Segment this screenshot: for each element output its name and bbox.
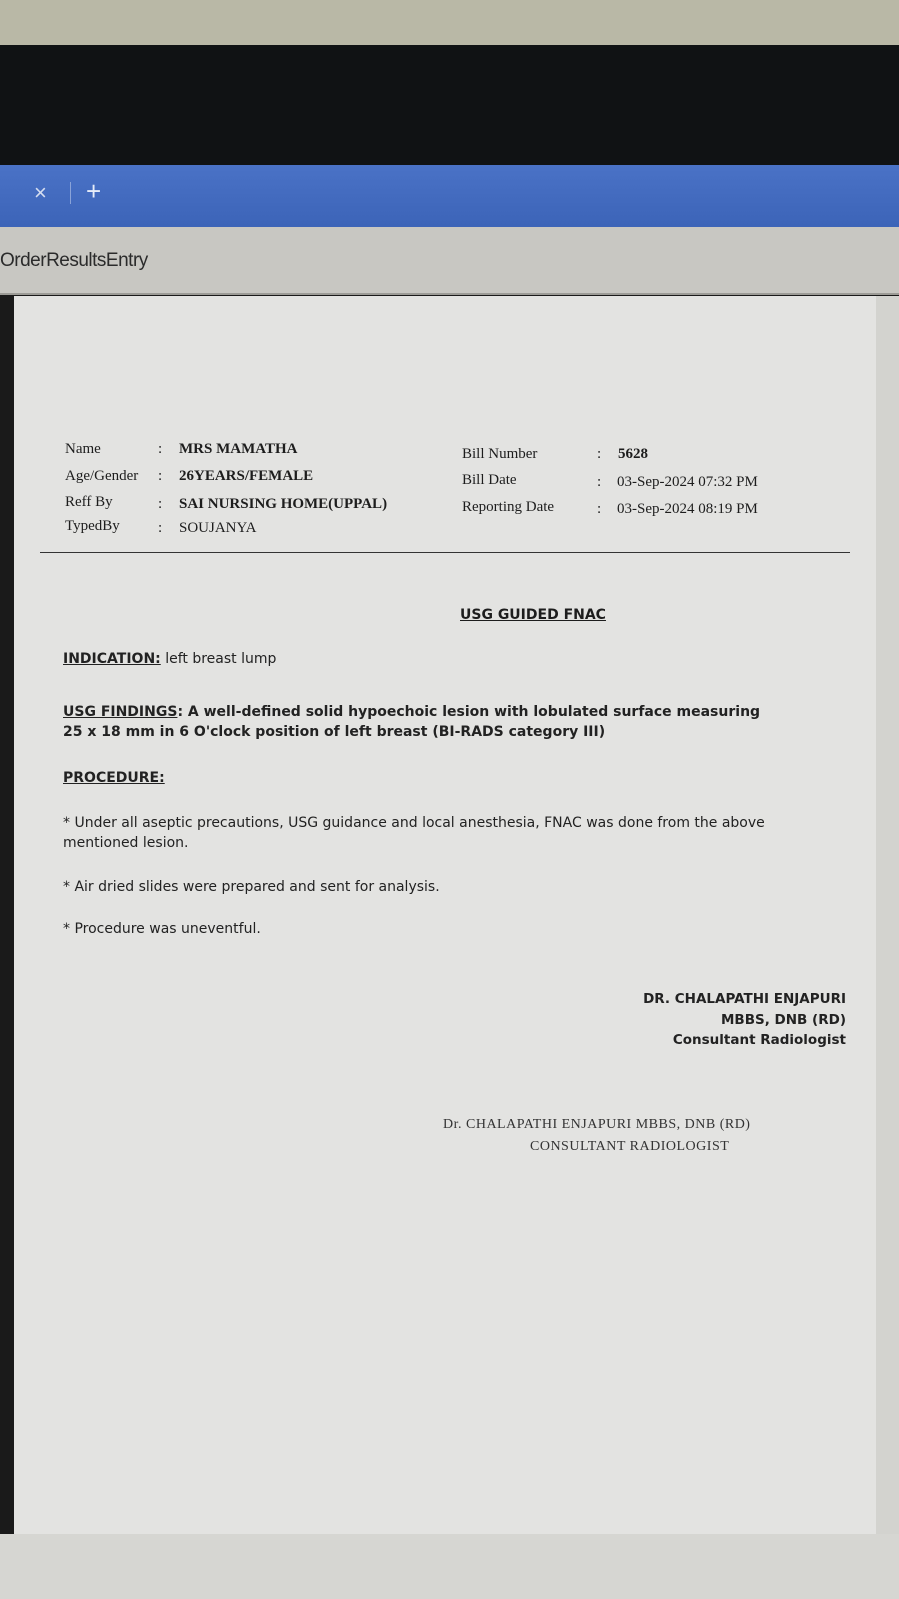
patient-name: MRS MAMATHA (179, 441, 298, 457)
doctor-role: Consultant Radiologist (672, 1032, 846, 1048)
bill-number-separator: : (597, 446, 602, 462)
procedure-step-1-cont: mentioned lesion. (63, 835, 189, 851)
new-tab-icon[interactable]: + (86, 176, 102, 206)
procedure-step-2: * Air dried slides were prepared and sent for analysis. (63, 879, 440, 895)
name-label: Name (65, 441, 101, 457)
page-bottom (0, 1534, 899, 1599)
reporting-date-value: 03-Sep-2024 08:19 PM (617, 501, 758, 517)
age-gender-label: Age/Gender (65, 468, 139, 484)
procedure-step-3: * Procedure was uneventful. (63, 921, 261, 937)
indication-label: INDICATION: (63, 651, 161, 667)
procedure-step-1: * Under all aseptic precautions, USG guidance and local anesthesia, FNAC was done from the above (63, 815, 765, 831)
findings-label: USG FINDINGS (63, 704, 178, 720)
doctor-degree: MBBS, DNB (RD) (720, 1012, 846, 1028)
bill-number-label: Bill Number (462, 446, 538, 462)
browser-tab-bar (0, 165, 899, 227)
report-title: USG GUIDED FNAC (460, 607, 606, 623)
findings-text-2: 25 x 18 mm in 6 O'clock position of left breast (BI-RADS category III) (63, 724, 606, 740)
tab-separator (70, 182, 71, 204)
close-tab-icon[interactable]: × (34, 180, 47, 205)
stamp-line-2: CONSULTANT RADIOLOGIST (530, 1139, 730, 1154)
reff-by-label: Reff By (65, 494, 113, 510)
typed-by-label: TypedBy (65, 518, 120, 534)
monitor-bezel (0, 45, 899, 165)
window-title: OrderResultsEntry (0, 250, 148, 271)
reff-separator: : (158, 496, 163, 512)
page-edge (876, 296, 899, 1599)
findings-line-1 (63, 704, 760, 720)
procedure-label: PROCEDURE: (63, 770, 165, 786)
findings-text-1: : A well-defined solid hypoechoic lesion with lobulated surface measuring (177, 704, 761, 720)
age-separator: : (158, 468, 163, 484)
reporting-date-separator: : (597, 501, 602, 517)
bill-date-label: Bill Date (462, 472, 517, 488)
indication-value: left breast lump (160, 651, 277, 667)
reporting-date-label: Reporting Date (462, 499, 555, 515)
typed-separator: : (158, 520, 163, 536)
name-separator: : (158, 441, 163, 457)
header-divider (40, 552, 850, 553)
indication-line (63, 651, 276, 667)
reff-by-value: SAI NURSING HOME(UPPAL) (179, 496, 388, 512)
stamp-line-1: Dr. CHALAPATHI ENJAPURI MBBS, DNB (RD) (443, 1117, 751, 1132)
bill-date-value: 03-Sep-2024 07:32 PM (617, 474, 758, 490)
bill-number-value: 5628 (618, 446, 648, 462)
typed-by-value: SOUJANYA (179, 520, 257, 536)
bill-date-separator: : (597, 474, 602, 490)
age-gender-value: 26YEARS/FEMALE (179, 468, 314, 484)
doctor-name: DR. CHALAPATHI ENJAPURI (643, 991, 846, 1007)
monitor-bezel-top (0, 0, 899, 45)
